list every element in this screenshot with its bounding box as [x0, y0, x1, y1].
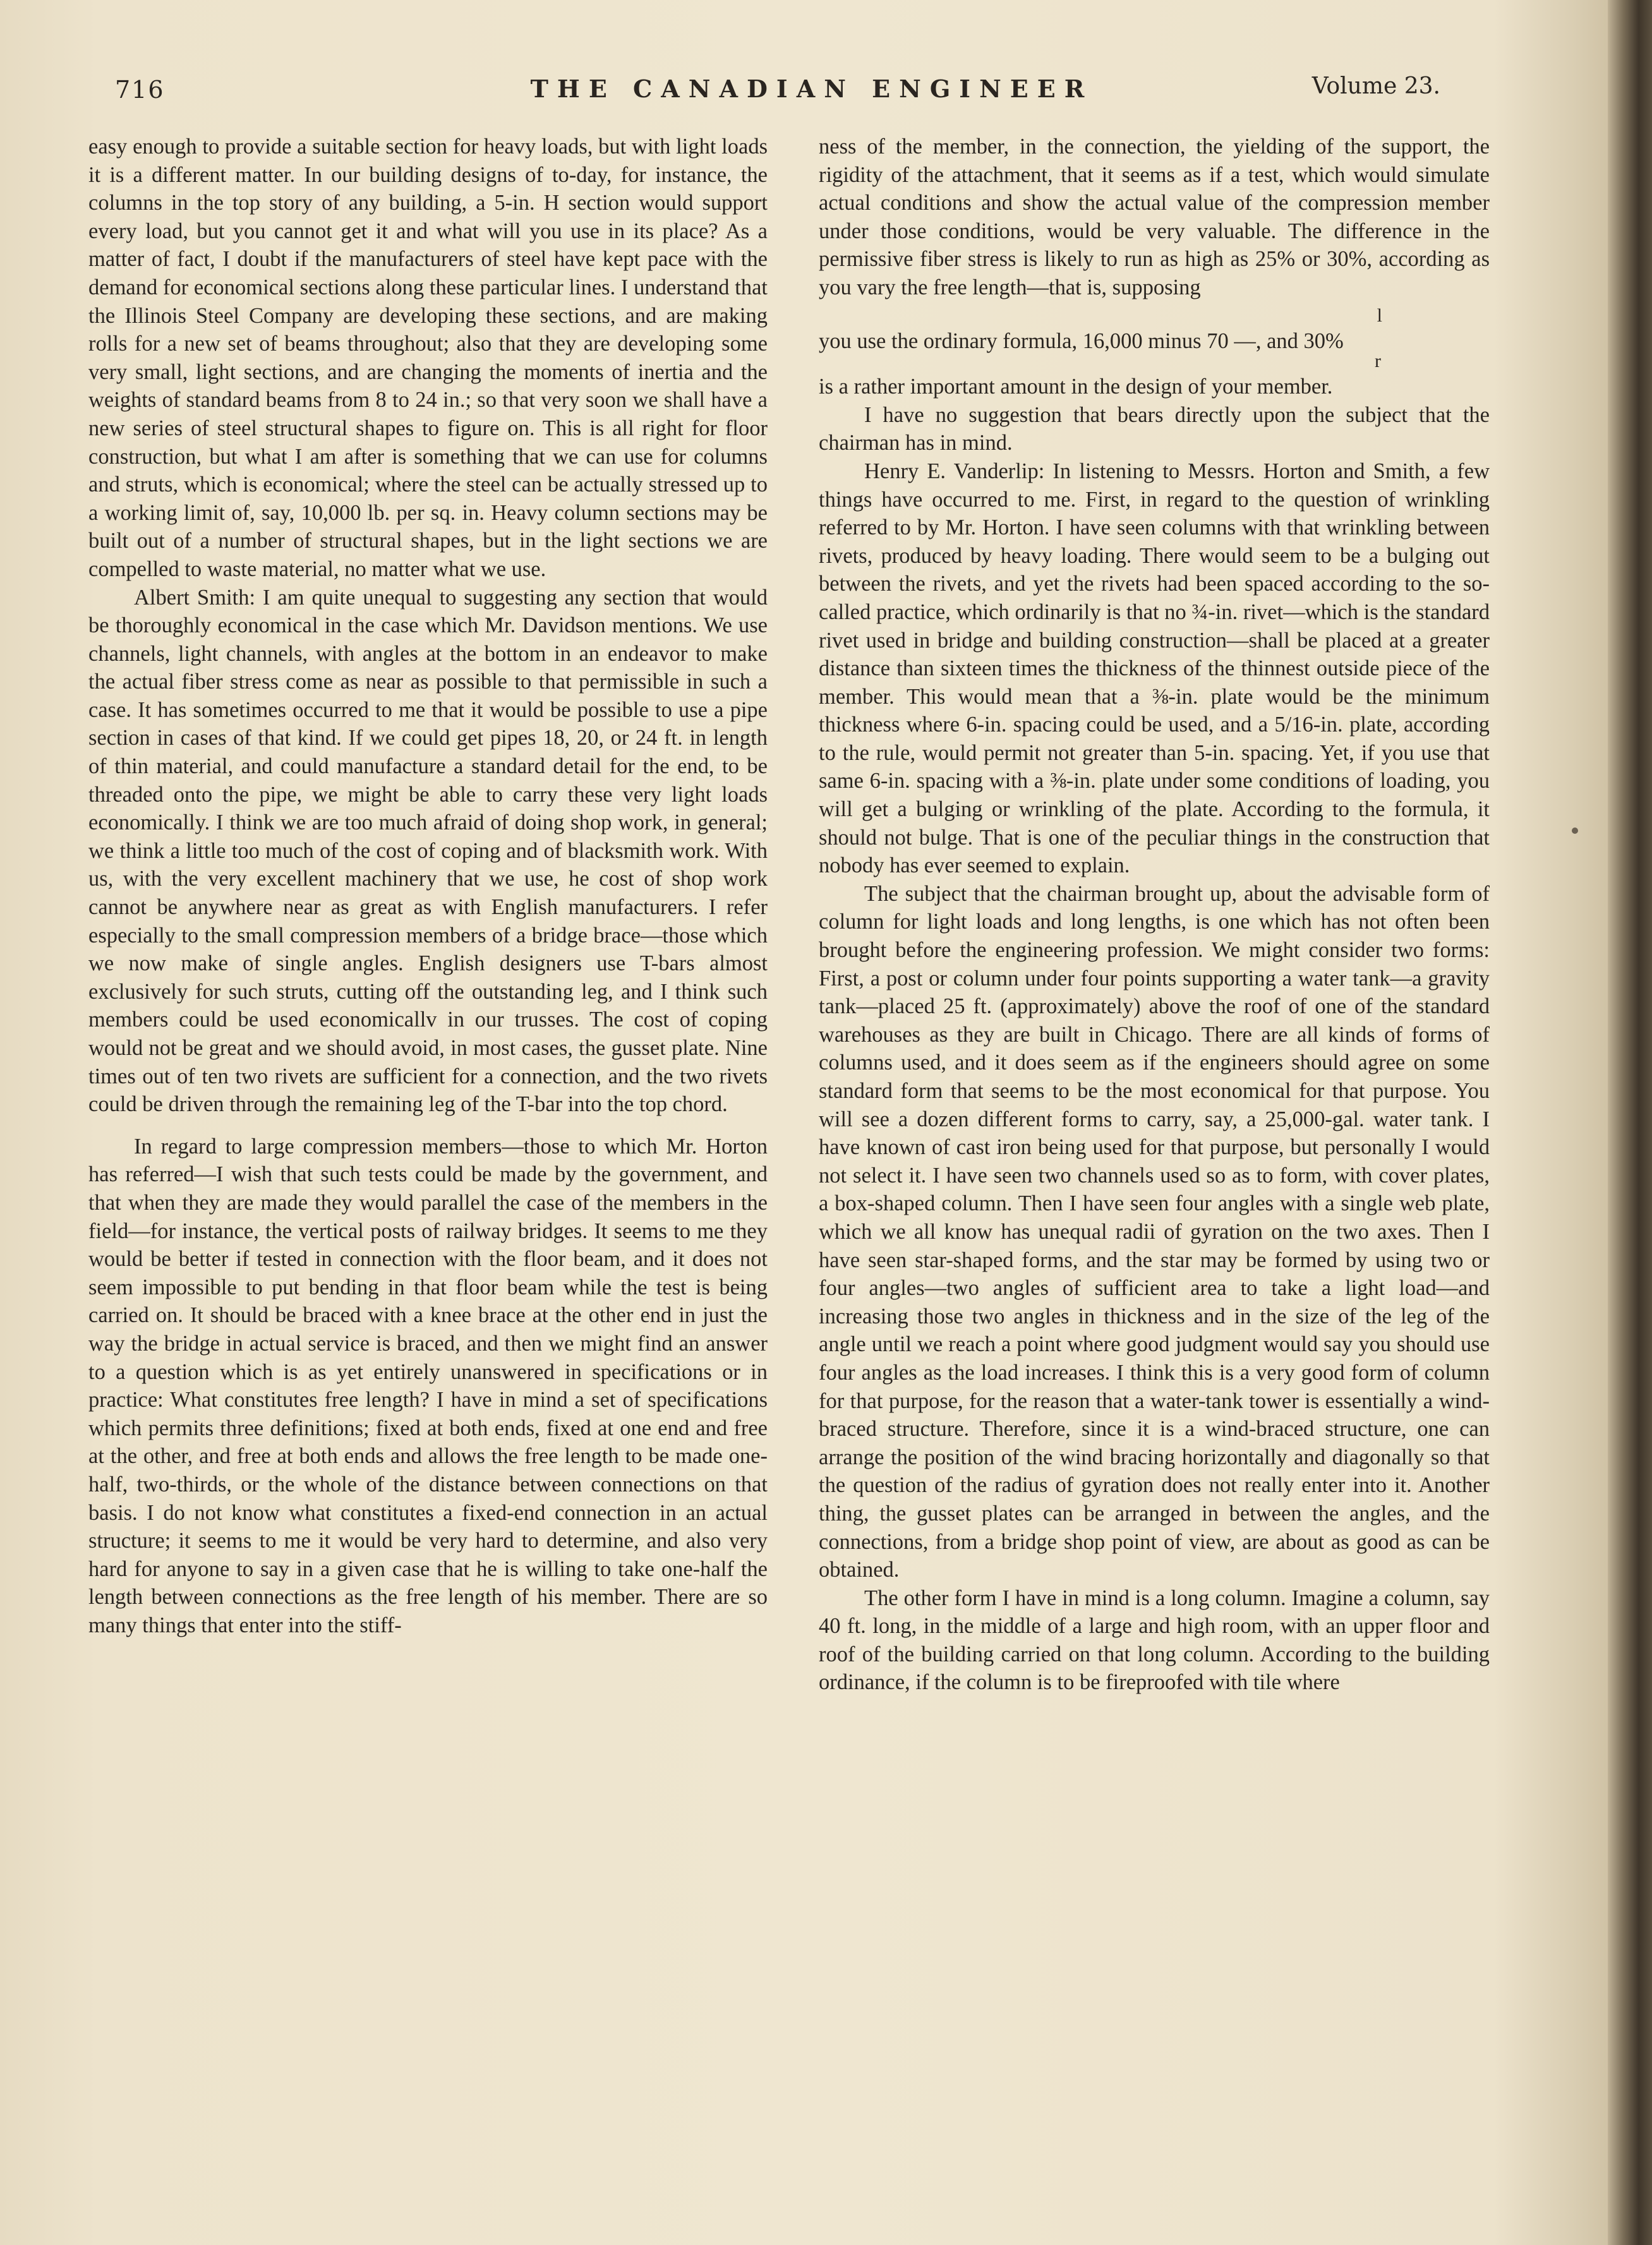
paragraph-formula-line: you use the ordinary formula, 16,000 minus 70 —, and 30% [819, 328, 1344, 353]
left-column [88, 133, 768, 1639]
book-gutter [1608, 0, 1652, 2245]
paragraph: The subject that the chairman brought up, about the advisable form of column for light loads and long lengths, is one which has not often been brought before the engineering profession. We might consider two forms: First, a post or column under four points supporting a water tank—a gravity tank—placed 25 ft. (approximately) above the roof of one of the standard warehouses as they are built in Chicago. There are all kinds of forms of columns used, and it does seem as if the engineers should agree on some standard form that seems to be the most economical for that purpose. You will see a dozen different forms to carry, say, a 25,000-gal. water tank. I have known of cast iron being used for that purpose, but personally I would not select it. I have seen two channels used so as to form, with cover plates, a box-shaped column. Then I have seen four angles with a single web plate, which we all know has unequal radii of gyration on the two axes. Then I have seen star-shaped forms, and the star may be formed by using two or four angles—two angles of sufficient area to take a light load—and increasing those two angles in thickness and in the size of the leg of the angle until we reach a point where good judgment would say you should use four angles as the load increases. I think this is a very good form of column for that purpose, for the reason that a water-tank tower is essentially a wind-braced structure. Therefore, since it is a wind-braced structure, one can arrange the position of the wind bracing horizontally and diagonally so that the question of the radius of gyration does not really enter into it. Another thing, the gusset plates can be arranged in between the angles, and the connections, from a bridge shop point of view, are about as good as can be obtained. [819, 881, 1490, 1582]
paragraph: Albert Smith: I am quite unequal to suggesting any section that would be thoroughly economical in the case which Mr. Davidson mentions. We use channels, light channels, with angles at the bottom in an endeavor to make the actual fiber stress come as near as possible to that permissible in such a case. It has sometimes occurred to me that it would be possible to use a pipe section in cases of that kind. If we could get pipes 18, 20, or 24 ft. in length of thin material, and could manufacture a standard detail for the end, to be threaded onto the pipe, we might be able to carry these very light loads economically. I think we are too much afraid of doing shop work, in general; we think a little too much of the cost of coping and of blacksmith work. With us, with the very excellent machinery that we use, he cost of shop work cannot be anywhere near as great as with English manufacturers. I refer especially to the small compression members of a bridge brace—those which we now make of single angles. English designers use T-bars almost exclusively for such struts, cutting off the outstanding leg, and I think such members could be used economicallv in our trusses. The cost of coping would not be great and we should avoid, in most cases, the gusset plate. Nine times out of ten two rivets are sufficient for a connection, and the two rivets could be driven through the remaining leg of the T-bar into the top chord. [88, 585, 768, 1117]
paragraph: is a rather important amount in the design of your member. [819, 375, 1333, 399]
fraction-denominator: r [1375, 351, 1381, 372]
fraction-numerator: l [1377, 304, 1382, 326]
journal-title: THE CANADIAN ENGINEER [530, 75, 1094, 103]
right-column [819, 133, 1490, 1697]
paragraph: The other form I have in mind is a long column. Imagine a column, say 40 ft. long, in the middle of a large and high room, with an upper floor and roof of the building carried on that long column. According to the building ordinance, if the column is to be fireproofed with tile where [819, 1586, 1490, 1695]
volume-label: Volume 23. [1311, 73, 1440, 99]
paragraph: easy enough to provide a suitable section for heavy loads, but with light loads it is a different matter. In our building designs of to-day, for instance, the columns in the top story of any building, a 5-in. H section would support every load, but you cannot get it and what will you use in its place? As a matter of fact, I doubt if the manufacturers of steel have kept pace with the demand for economical sections along these particular lines. I understand that the Illinois Steel Company are developing these sections, and are making rolls for a new set of beams throughout; also that they are developing some very small, light sections, and are changing the moments of inertia and the weights of standard beams from 8 to 24 in.; so that very soon we shall have a new series of steel structural shapes to figure on. This is all right for floor construction, but what I am after is something that we can use for columns and struts, which is economical; where the steel can be actually stressed up to a working limit of, say, 10,000 lb. per sq. in. Heavy column sections may be built out of a number of structural shapes, but in the light sections we are compelled to waste material, no matter what we use. [88, 135, 768, 581]
paragraph: Henry E. Vanderlip: In listening to Messrs. Horton and Smith, a few things have occurred to me. First, in regard to the question of wrinkling referred to by Mr. Horton. I have seen columns with that wrinkling between rivets, produced by heavy loading. There would seem to be a bulging out between the rivets, and yet the rivets had been spaced according to the so-called practice, which ordinarily is that no ¾-in. rivet—which is the standard rivet used in bridge and building construction—shall be placed at a greater distance than sixteen times the thickness of the thinnest outside piece of the member. This would mean that a ⅜-in. plate would be the minimum thickness where 6-in. spacing could be used, and a 5/16-in. plate, according to the rule, would permit not greater than 5-in. spacing. Yet, if you use that same 6-in. spacing with a ⅜-in. plate under some conditions of loading, you will get a bulging or wrinkling of the plate. According to the formula, it should not bulge. That is one of the peculiar things in the construction that nobody has ever seemed to explain. [819, 459, 1490, 878]
paragraph: I have no suggestion that bears directly upon the subject that the chairman has in mind. [819, 402, 1490, 455]
ink-spot [1572, 828, 1578, 834]
page-number: 716 [115, 76, 165, 104]
paragraph: In regard to large compression members—those to which Mr. Horton has referred—I wish that such tests could be made by the government, and that when they are made they would parallel the case of the members in the field—for instance, the vertical posts of railway bridges. It seems to me they would be better if tested in connection with the floor beam, and it does not seem impossible to put bending in that floor beam while the test is being carried on. It should be braced with a knee brace at the other end in just the way the bridge in actual service is braced, and then we might find an answer to a question which is as yet entirely unanswered in specifications or in practice: What constitutes free length? I have in mind a set of specifications which permits three definitions; fixed at both ends, fixed at one end and free at the other, and free at both ends and allows the free length to be made one-half, two-thirds, or the whole of the distance between connections on that basis. I do not know what constitutes a fixed-end connection in an actual structure; it seems to me it would be very hard to determine, and also very hard for anyone to say in a given case that he is willing to take one-half the length between connections as the free length of his member. There are so many things that enter into the stiff- [88, 1134, 768, 1637]
paragraph: ness of the member, in the connection, the yielding of the support, the rigidity of the attachment, that it seems as if a test, which would simulate actual conditions and show the actual value of the compression member under those conditions, would be very valuable. The difference in the permissive fiber stress is likely to run as high as 25% or 30%, according as you vary the free length—that is, supposing [819, 135, 1490, 299]
